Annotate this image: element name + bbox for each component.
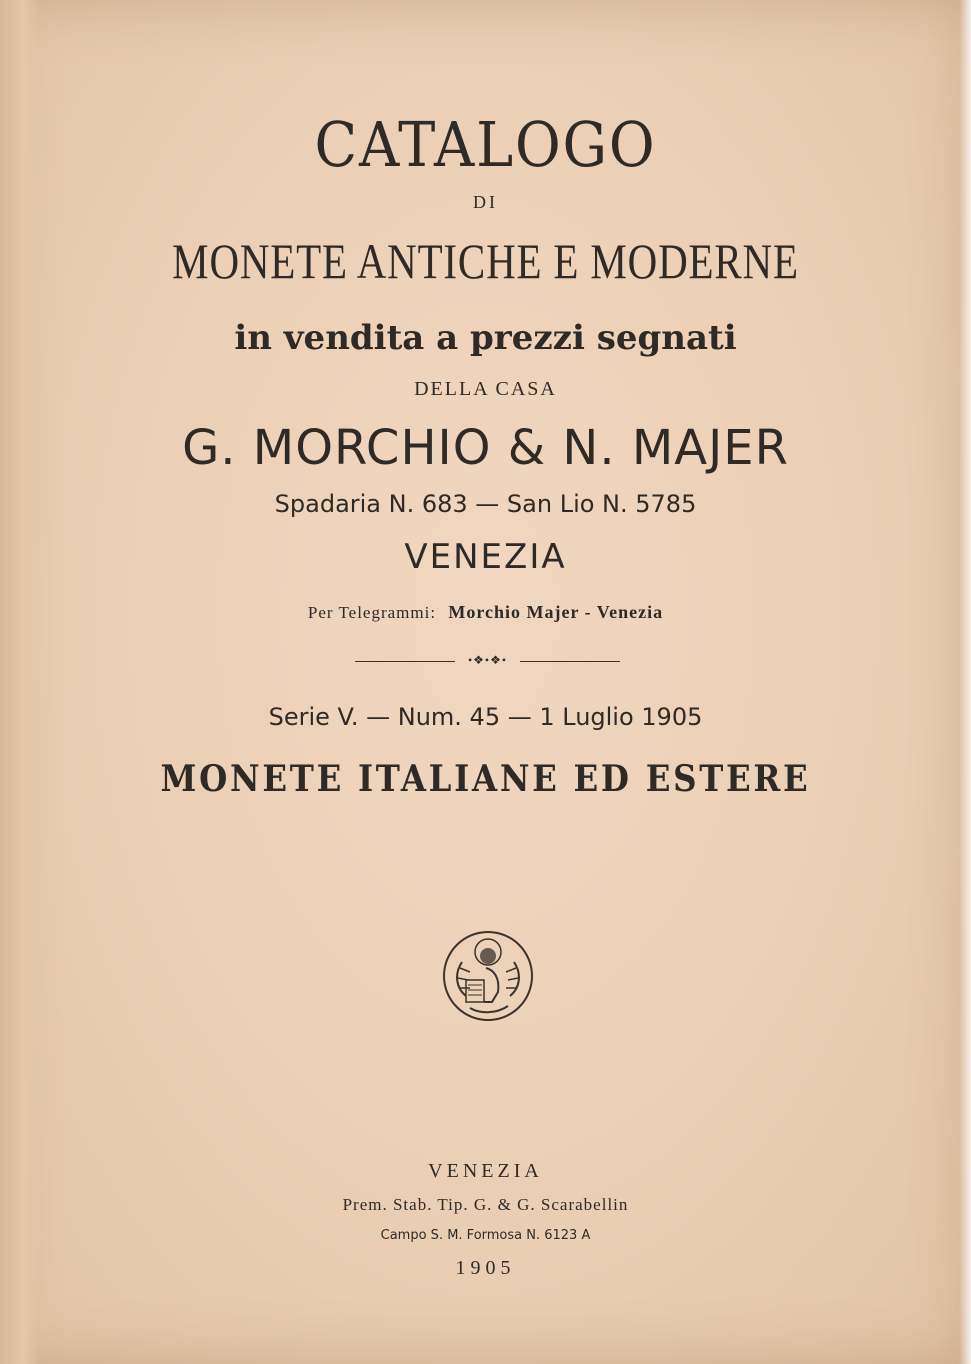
- imprint-address: Campo S. M. Formosa N. 6123 A: [380, 1228, 591, 1243]
- ornamental-divider: [355, 653, 620, 667]
- cover-telegram: [0, 602, 971, 623]
- cover-firm-name: G. MORCHIO & N. MAJER: [182, 420, 789, 476]
- divider-line-left: [355, 661, 455, 662]
- imprint-city: VENEZIA: [428, 1160, 543, 1182]
- telegram-value: Morchio Majer - Venezia: [448, 602, 664, 622]
- divider-line-right: [520, 661, 620, 662]
- cover-subtitle: MONETE ANTICHE E MODERNE: [172, 233, 799, 289]
- imprint-year: 1905: [455, 1257, 516, 1279]
- cover-della-casa: DELLA CASA: [414, 378, 557, 400]
- telegram-label: Per Telegrammi:: [307, 603, 437, 622]
- cover-address: Spadaria N. 683 — San Lio N. 5785: [274, 490, 697, 518]
- cover-sale-line: in vendita a prezzi segnati: [234, 318, 737, 358]
- cover-series-info: Serie V. — Num. 45 — 1 Luglio 1905: [268, 703, 703, 731]
- cover-di: DI: [473, 192, 498, 212]
- divider-ornament: •❖•❖•: [467, 653, 508, 667]
- imprint-printer: Prem. Stab. Tip. G. & G. Scarabellin: [342, 1195, 629, 1214]
- cover-city: VENEZIA: [404, 537, 567, 577]
- cover-section-title: MONETE ITALIANE ED ESTERE: [160, 758, 811, 800]
- lion-of-saint-mark-icon: [440, 928, 536, 1024]
- cover-title: CATALOGO: [314, 108, 657, 181]
